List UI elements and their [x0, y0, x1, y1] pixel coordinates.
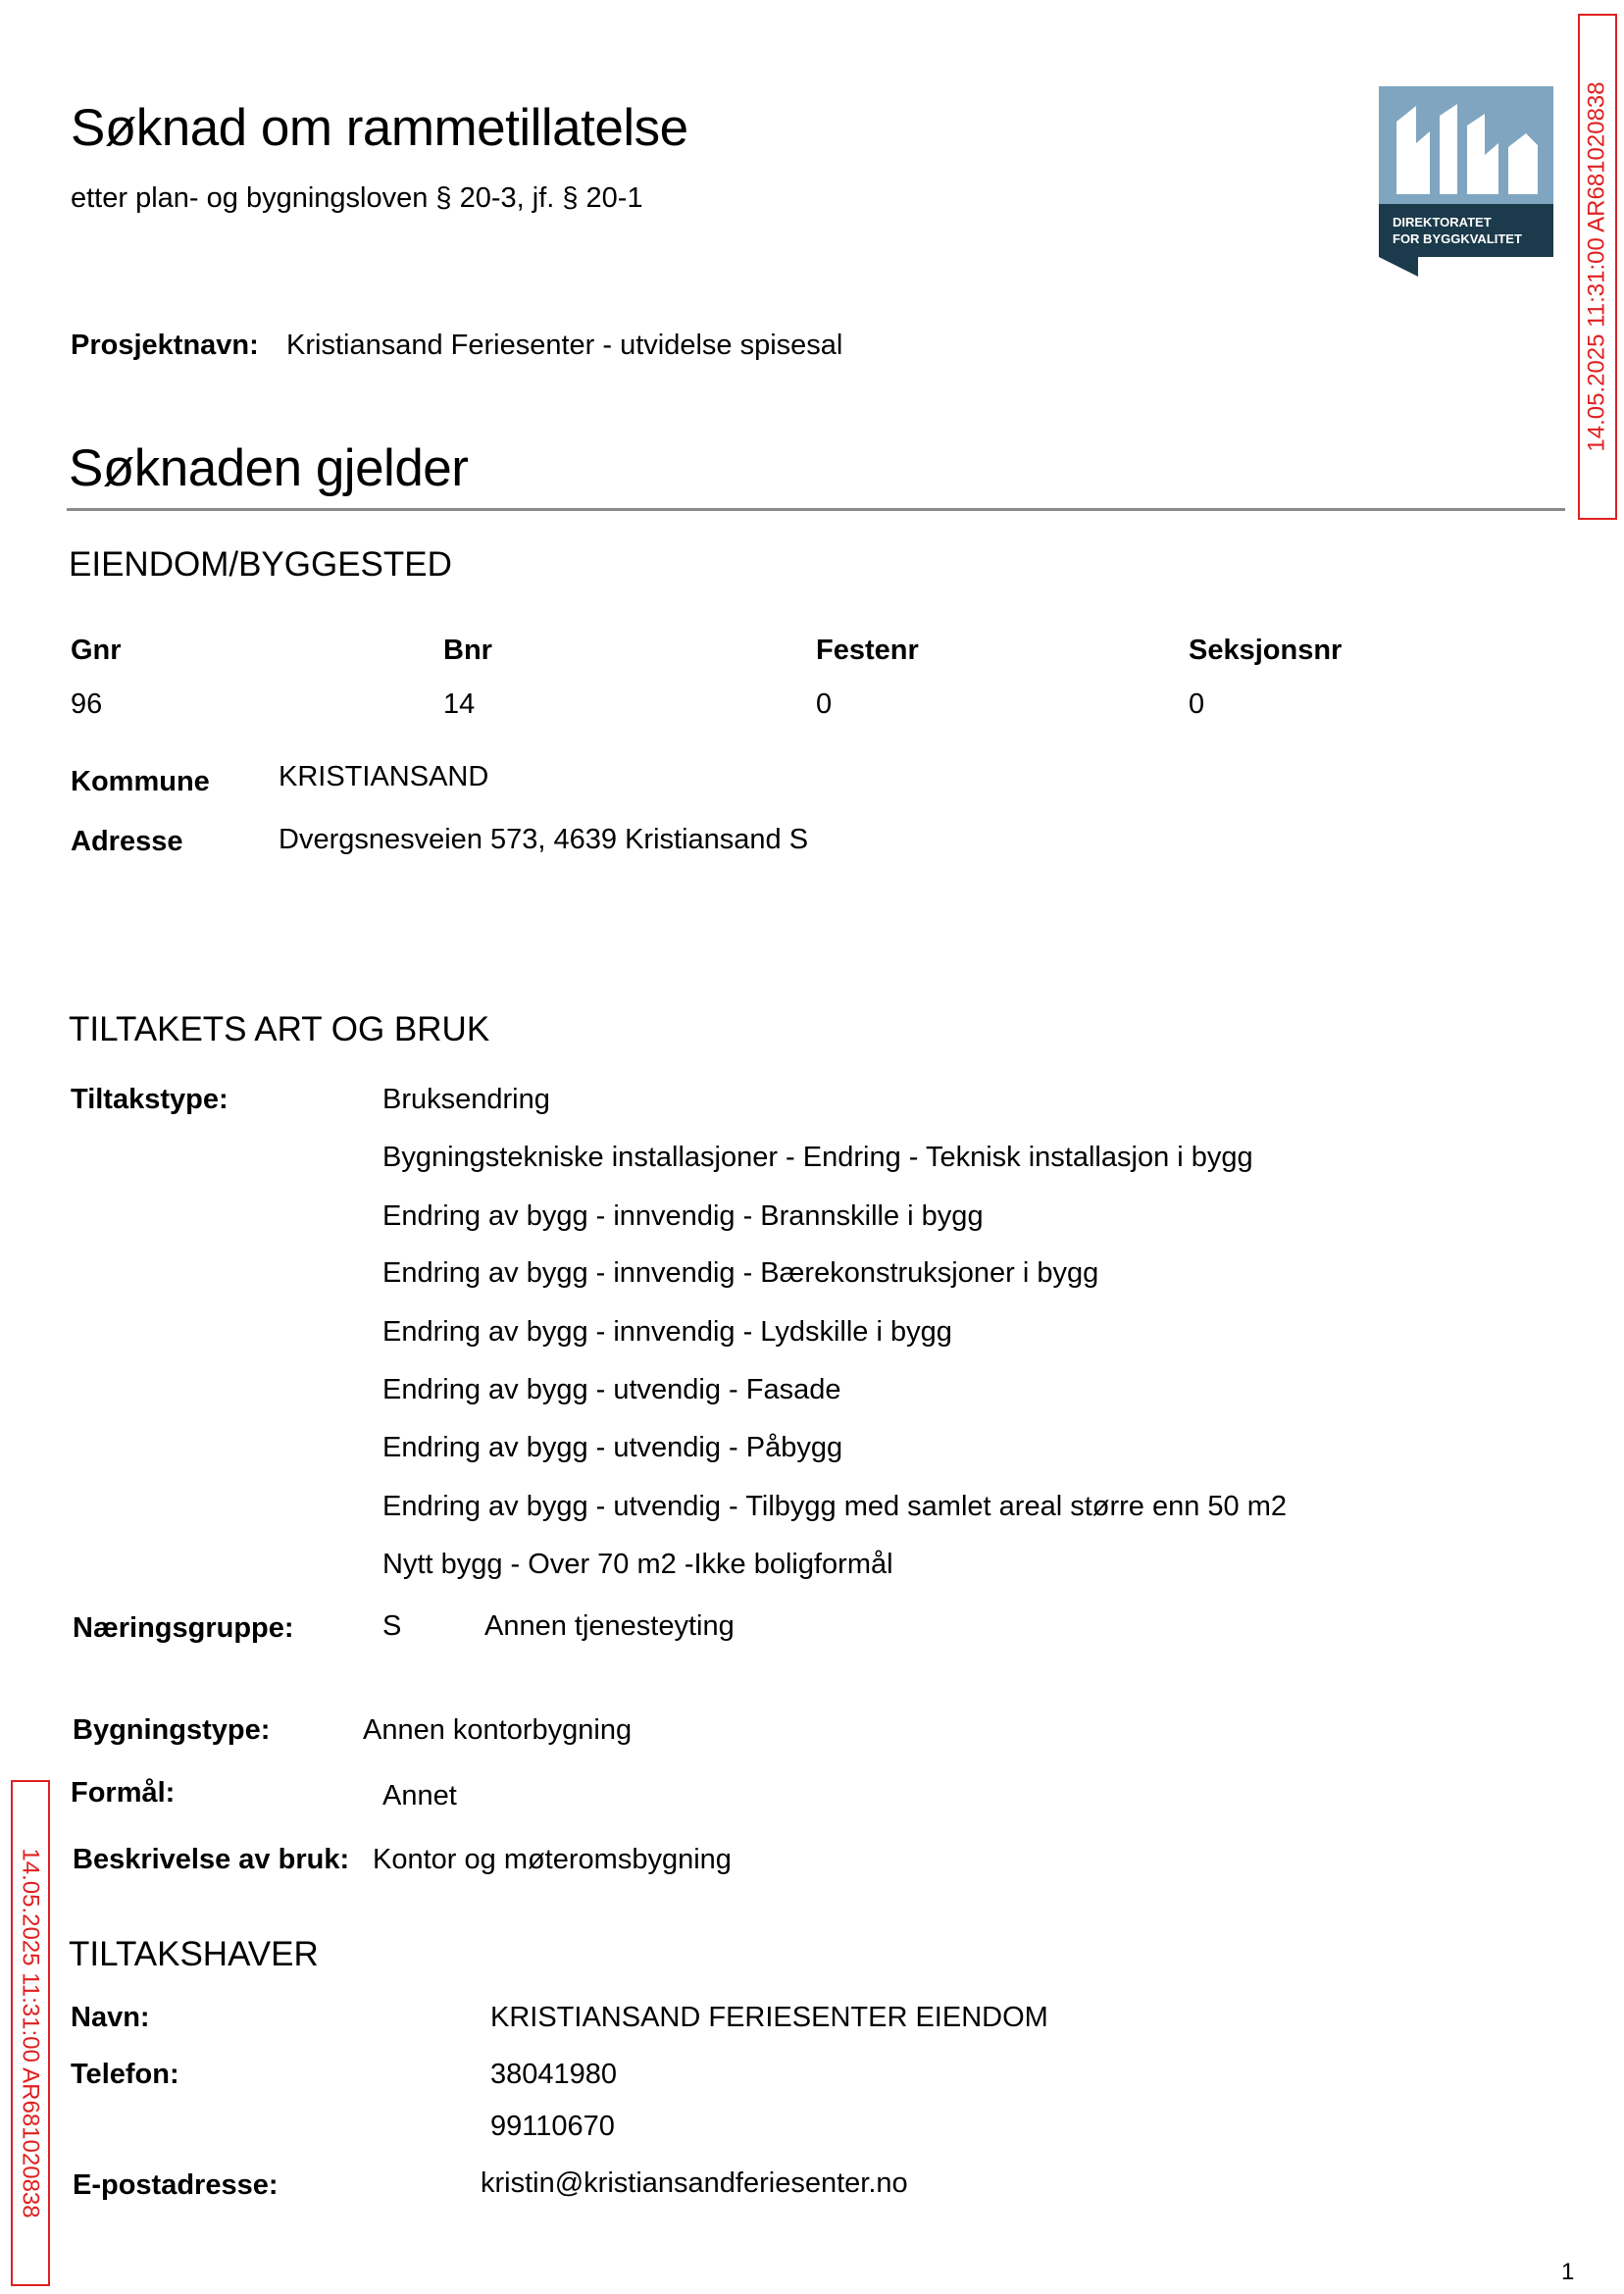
date-stamp-left-text: 14.05.2025 11:31:00 AR681020838 — [18, 1848, 44, 2218]
tiltakstype-item: Endring av bygg - innvendig - Lydskille i bygg — [382, 1316, 952, 1348]
heading-tiltakets-art: TILTAKETS ART OG BRUK — [69, 1010, 490, 1048]
column-bnr: Bnr — [443, 635, 492, 666]
telefon-label: Telefon: — [71, 2059, 179, 2090]
kommune-label: Kommune — [71, 766, 210, 797]
value-festenr: 0 — [816, 688, 833, 720]
formaal-label: Formål: — [71, 1777, 176, 1809]
document-title: Søknad om rammetillatelse — [71, 99, 688, 157]
adresse-value: Dvergsnesveien 573, 4639 Kristiansand S — [279, 824, 809, 855]
formaal-value: Annet — [382, 1780, 457, 1811]
page-number: 1 — [1561, 2259, 1575, 2285]
date-stamp-top-text: 14.05.2025 11:31:00 AR681020838 — [1584, 81, 1610, 452]
beskrivelse-label: Beskrivelse av bruk: — [73, 1844, 350, 1875]
tiltakstype-item: Endring av bygg - innvendig - Bærekonstruksjoner i bygg — [382, 1257, 1099, 1289]
telefon-value: 38041980 — [490, 2059, 618, 2090]
section-heading-soknaden: Søknaden gjelder — [69, 439, 469, 497]
adresse-label: Adresse — [71, 826, 183, 857]
column-seksjonsnr: Seksjonsnr — [1189, 635, 1343, 666]
heading-eiendom: EIENDOM/BYGGESTED — [69, 545, 452, 584]
tiltakstype-item: Nytt bygg - Over 70 m2 -Ikke boligformål — [382, 1549, 893, 1580]
tiltakstype-item: Endring av bygg - utvendig - Tilbygg med samlet areal større enn 50 m2 — [382, 1491, 1288, 1522]
naeringsgruppe-value: Annen tjenesteyting — [484, 1610, 735, 1642]
bygningstype-value: Annen kontorbygning — [363, 1714, 633, 1746]
tiltakstype-item: Bruksendring — [382, 1084, 550, 1115]
navn-value: KRISTIANSAND FERIESENTER EIENDOM — [490, 2002, 1048, 2033]
dibk-logo — [1379, 86, 1553, 277]
kommune-value: KRISTIANSAND — [279, 761, 489, 792]
telefon-value: 99110670 — [490, 2111, 615, 2142]
dibk-logo-graphic — [1379, 86, 1553, 277]
tiltakstype-item: Bygningstekniske installasjoner - Endring - Teknisk installasjon i bygg — [382, 1142, 1253, 1173]
naeringsgruppe-label: Næringsgruppe: — [73, 1612, 294, 1644]
value-seksjonsnr: 0 — [1189, 688, 1205, 720]
date-stamp-top — [1578, 14, 1617, 520]
naeringsgruppe-code: S — [382, 1610, 402, 1642]
date-stamp-left — [11, 1780, 50, 2286]
tiltakstype-item: Endring av bygg - utvendig - Påbygg — [382, 1432, 843, 1463]
epost-label: E-postadresse: — [73, 2169, 279, 2201]
column-festenr: Festenr — [816, 635, 919, 666]
heading-tiltakshaver: TILTAKSHAVER — [69, 1935, 319, 1973]
navn-label: Navn: — [71, 2002, 150, 2033]
column-gnr: Gnr — [71, 635, 122, 666]
value-bnr: 14 — [443, 688, 476, 720]
section-divider — [67, 508, 1565, 511]
epost-value: kristin@kristiansandferiesenter.no — [481, 2167, 908, 2199]
logo-text-line1: DIREKTORATET — [1393, 215, 1492, 229]
tiltakstype-item: Endring av bygg - utvendig - Fasade — [382, 1374, 841, 1405]
beskrivelse-value: Kontor og møteromsbygning — [373, 1844, 732, 1875]
tiltakstype-label: Tiltakstype: — [71, 1084, 228, 1115]
document-subtitle: etter plan- og bygningsloven § 20-3, jf. § 20-1 — [71, 182, 643, 214]
logo-text-line2: FOR BYGGKVALITET — [1393, 231, 1522, 246]
project-name-value: Kristiansand Feriesenter - utvidelse spisesal — [286, 330, 843, 361]
bygningstype-label: Bygningstype: — [73, 1714, 271, 1746]
value-gnr: 96 — [71, 688, 103, 720]
tiltakstype-item: Endring av bygg - innvendig - Brannskille i bygg — [382, 1200, 984, 1232]
project-name-label: Prosjektnavn: — [71, 330, 259, 361]
